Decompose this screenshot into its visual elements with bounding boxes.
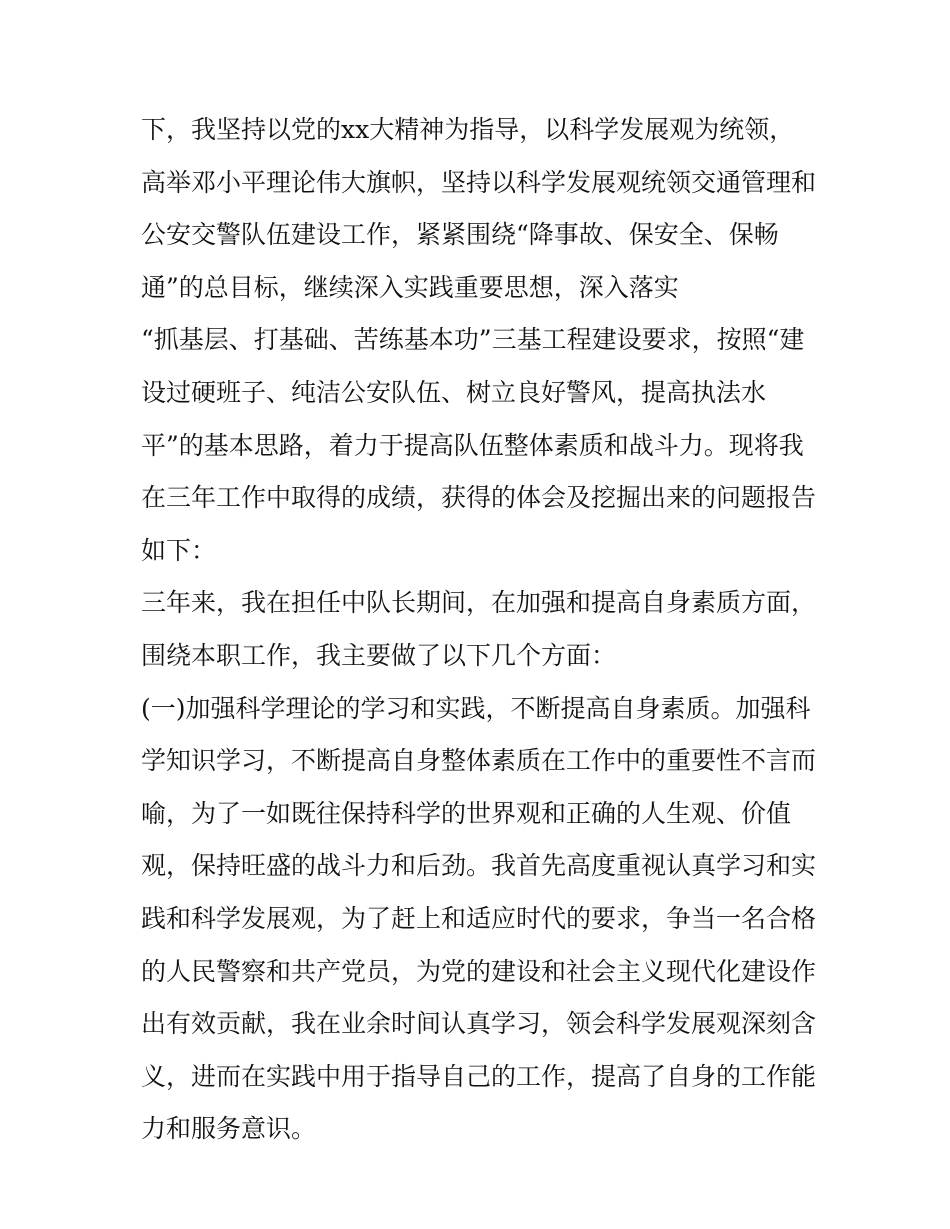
text-line: 出有效贡献，我在业余时间认真学习，领会科学发展观深刻含	[141, 1009, 817, 1039]
text-line: 围绕本职工作，我主要做了以下几个方面：	[141, 640, 617, 670]
text-line: 力和服务意识。	[141, 1114, 317, 1144]
text-line: 高举邓小平理论伟大旗帜，坚持以科学发展观统领交通管理和	[141, 167, 817, 197]
text-line: 的人民警察和共产党员，为党的建设和社会主义现代化建设作	[141, 956, 817, 986]
text-line: “抓基层、打基础、苦练基本功”三基工程建设要求，按照“建	[141, 325, 805, 355]
text-line: 践和科学发展观，为了赶上和适应时代的要求，争当一名合格	[141, 903, 817, 933]
document-body-text	[141, 108, 821, 1160]
text-line: 平”的基本思路，着力于提高队伍整体素质和战斗力。现将我	[141, 430, 804, 460]
text-line: 下，我坚持以党的xx大精神为指导，以科学发展观为统领，	[141, 115, 795, 144]
text-line: 通”的总目标，继续深入实践重要思想，深入落实	[141, 272, 679, 302]
text-line: 喻，为了一如既往保持科学的世界观和正确的人生观、价值	[141, 798, 792, 828]
text-line: (一)加强科学理论的学习和实践，不断提高自身素质。加强科	[141, 693, 811, 723]
text-line: 公安交警队伍建设工作，紧紧围绕“降事故、保安全、保畅	[141, 220, 779, 250]
text-line: 学知识学习，不断提高自身整体素质在工作中的重要性不言而	[141, 746, 817, 776]
text-line: 如下：	[141, 535, 217, 565]
text-line: 在三年工作中取得的成绩，获得的体会及挖掘出来的问题报告	[141, 483, 817, 513]
text-line: 观，保持旺盛的战斗力和后劲。我首先高度重视认真学习和实	[141, 851, 817, 881]
text-line: 义，进而在实践中用于指导自己的工作，提高了自身的工作能	[141, 1061, 817, 1091]
text-line: 设过硬班子、纯洁公安队伍、树立良好警风，提高执法水	[141, 377, 767, 407]
text-line: 三年来，我在担任中队长期间，在加强和提高自身素质方面，	[141, 588, 817, 618]
